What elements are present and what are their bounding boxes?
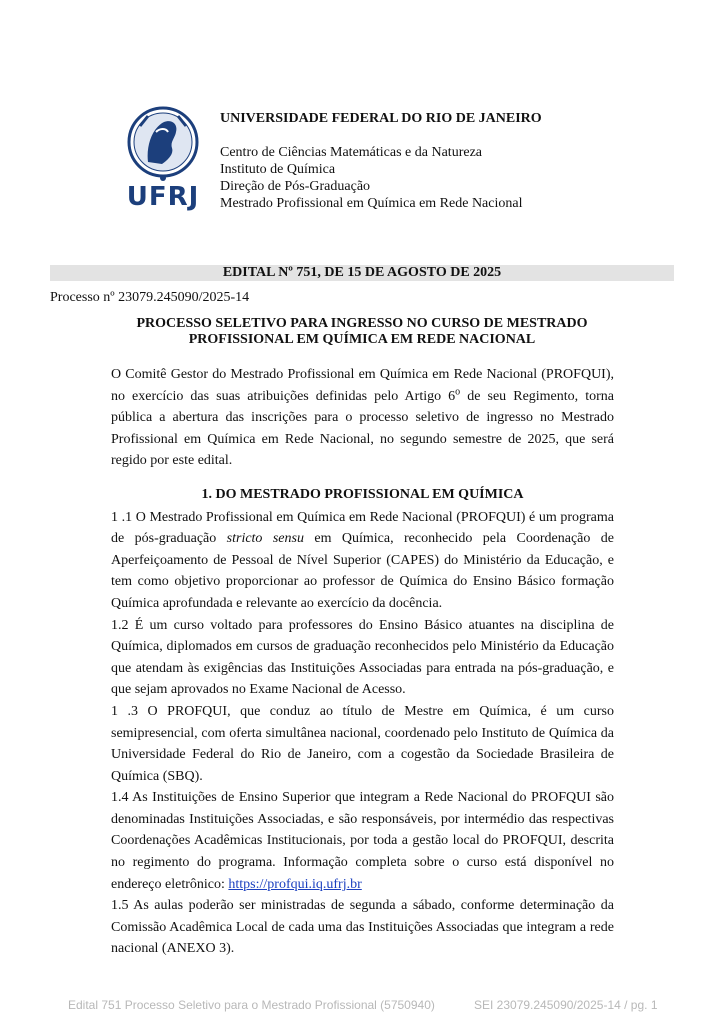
header-line-center: Centro de Ciências Matemáticas e da Natureza xyxy=(220,145,482,160)
header-line-institute: Instituto de Química xyxy=(220,162,336,177)
item-1-1-text-b: em Química, reconhecido pela Coordenação de Aperfeiçoamento de Pessoal de Nível Superior (CAPES) do Ministério da Educação, e tem como objetivo proporcionar ao professor de Química do Ensino Básico formação Química aprofundada e relevante ao exercício da docência. xyxy=(111,531,614,611)
item-1-1-italic: stricto sensu xyxy=(226,531,304,547)
processo-number: Processo nº 23079.245090/2025-14 xyxy=(50,290,250,305)
item-1-3: 1 .3 O PROFQUI, que conduz ao título de Mestre em Química, é um curso semipresencial, com oferta simultânea nacional, coordenado pelo Instituto de Química da Universidade Federal do Rio de Janeiro, com a cogestão da Sociedade Brasileira de Química (SBQ). xyxy=(111,703,614,784)
intro-paragraph xyxy=(111,364,614,472)
intro-text-a: O Comitê Gestor do Mestrado Profissional em Química em Rede Nacional (PROFQUI), no exercício das suas atribuições definidas pelo Artigo 6 xyxy=(111,367,614,404)
ordinal-sup: o xyxy=(455,385,461,397)
item-1-1-text-a: 1 .1 O Mestrado Profissional em Química em Rede Nacional (PROFQUI) é um programa de pós-graduação xyxy=(111,509,614,547)
ufrj-emblem-icon xyxy=(118,102,208,186)
item-1-4-text: 1.4 As Instituições de Ensino Superior que integram a Rede Nacional do PROFQUI são denominadas Instituições Associadas, e são responsáveis, por intermédio das respectivas Coordenações Acadêmicas Institucionais, por toda a gestão local do PROFQUI, descrita no regimento do programa. Informação completa sobre o curso está disponível no endereço eletrônico: xyxy=(111,790,614,892)
footer-sei-ref: SEI 23079.245090/2025-14 / pg. 1 xyxy=(474,998,658,1012)
item-1-4 xyxy=(111,787,614,895)
document-title: PROCESSO SELETIVO PARA INGRESSO NO CURSO DE MESTRADO PROFISSIONAL EM QUÍMICA EM REDE NACIONAL xyxy=(136,316,588,347)
profqui-link[interactable]: https://profqui.iq.ufrj.br xyxy=(228,876,362,892)
header-line-direction: Direção de Pós-Graduação xyxy=(220,179,371,194)
section-heading: 1. DO MESTRADO PROFISSIONAL EM QUÍMICA xyxy=(201,486,524,502)
institution-header xyxy=(220,110,542,212)
footer-document-ref: Edital 751 Processo Seletivo para o Mestrado Profissional (5750940) xyxy=(68,998,435,1012)
item-1-5: 1.5 As aulas poderão ser ministradas de segunda a sábado, conforme determinação da Comissão Acadêmica Local de cada uma das Instituições Associadas que integram a rede nacional (ANEXO 3). xyxy=(111,898,614,957)
intro-text-b: de seu Regimento, torna pública a abertura das inscrições para o processo seletivo de ingresso no Mestrado Profissional em Química em Rede Nacional, no segundo semestre de 2025, que será regido por este edital. xyxy=(111,388,614,469)
document-body xyxy=(111,364,614,960)
item-1-1 xyxy=(111,507,614,615)
header-line-program: Mestrado Profissional em Química em Rede Nacional xyxy=(220,196,523,211)
university-name: UNIVERSIDADE FEDERAL DO RIO DE JANEIRO xyxy=(220,111,542,126)
ufrj-wordmark: UFRJ xyxy=(126,182,200,212)
item-1-2: 1.2 É um curso voltado para professores do Ensino Básico atuantes na disciplina de Química, diplomados em cursos de graduação reconhecidos pelo Ministério da Educação que atendam às exigências das Instituições Associadas para entrada na pós-graduação, e que sejam aprovados no Exame Nacional de Acesso. xyxy=(111,617,614,698)
ufrj-logo xyxy=(118,102,208,214)
edital-title: EDITAL Nº 751, DE 15 DE AGOSTO DE 2025 xyxy=(50,265,674,281)
